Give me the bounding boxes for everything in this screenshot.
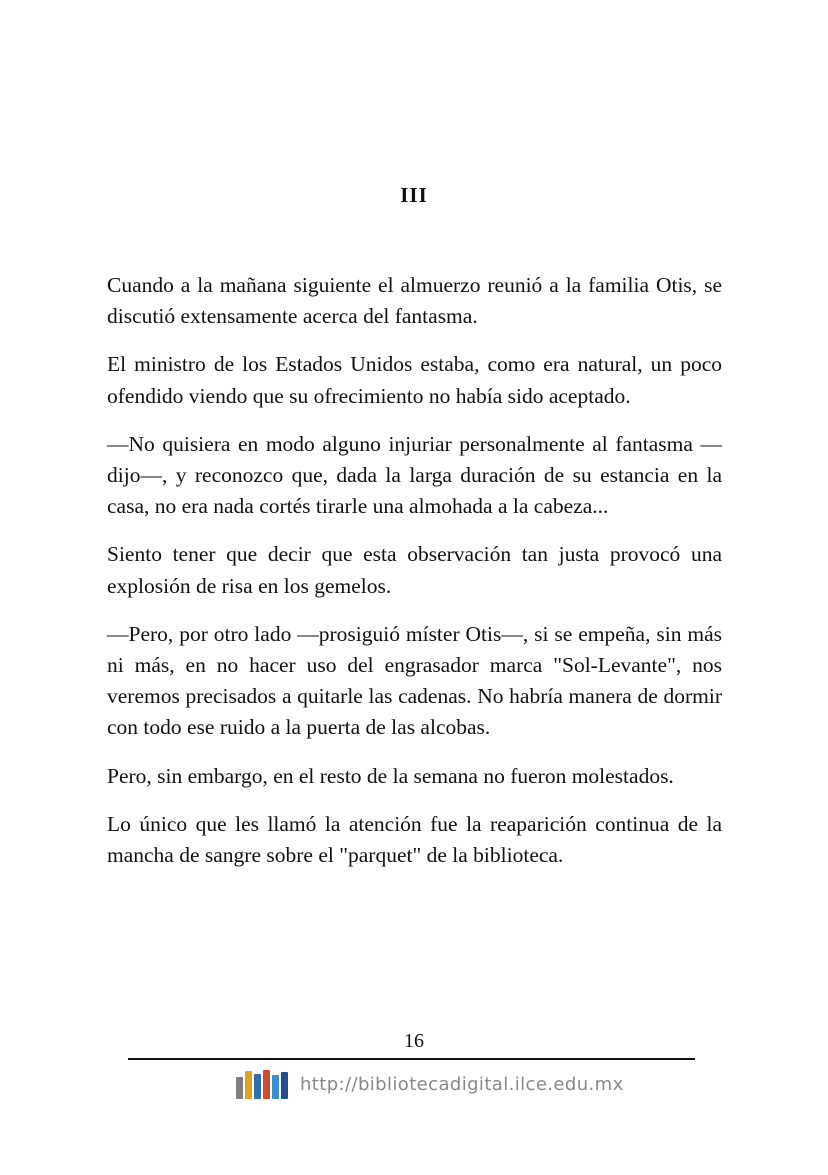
paragraph: Siento tener que decir que esta observación tan justa provocó una explosión de risa en los gemelos. [107, 542, 722, 598]
book-spine [281, 1072, 288, 1099]
paragraph: Pero, sin embargo, en el resto de la semana no fueron molestados. [107, 763, 674, 788]
book-spine [236, 1077, 243, 1099]
chapter-body [107, 270, 722, 888]
paragraph: El ministro de los Estados Unidos estaba, como era natural, un poco ofendido viendo que su ofrecimiento no había sido aceptado. [107, 352, 722, 408]
book-spine [254, 1074, 261, 1099]
paragraph: —No quisiera en modo alguno injuriar personalmente al fantasma —dijo—, y reconozco que, dada la larga duración de su estancia en la casa, no era nada cortés tirarle una almohada a la cabeza... [107, 431, 722, 519]
page-number: 16 [404, 1030, 424, 1052]
footer [236, 1067, 624, 1101]
book-spine [263, 1070, 270, 1099]
books-logo-icon [236, 1069, 290, 1099]
paragraph: —Pero, por otro lado —prosiguió míster Otis—, si se empeña, sin más ni más, en no hacer uso del engrasador marca "Sol-Levante", nos veremos precisados a quitarle las cadenas. No habría manera de dormir con todo ese ruido a la puerta de las alcobas. [107, 621, 722, 740]
footer-url-link[interactable]: http://bibliotecadigital.ilce.edu.mx [300, 1073, 624, 1095]
book-spine [245, 1071, 252, 1099]
chapter-title: III [400, 183, 428, 207]
paragraph: Lo único que les llamó la atención fue la reaparición continua de la mancha de sangre sobre el "parquet" de la biblioteca. [107, 811, 722, 868]
book-spine [272, 1075, 279, 1099]
paragraph: Cuando a la mañana siguiente el almuerzo reunió a la familia Otis, se discutió extensamente acerca del fantasma. [107, 273, 722, 329]
footer-divider [128, 1058, 695, 1060]
